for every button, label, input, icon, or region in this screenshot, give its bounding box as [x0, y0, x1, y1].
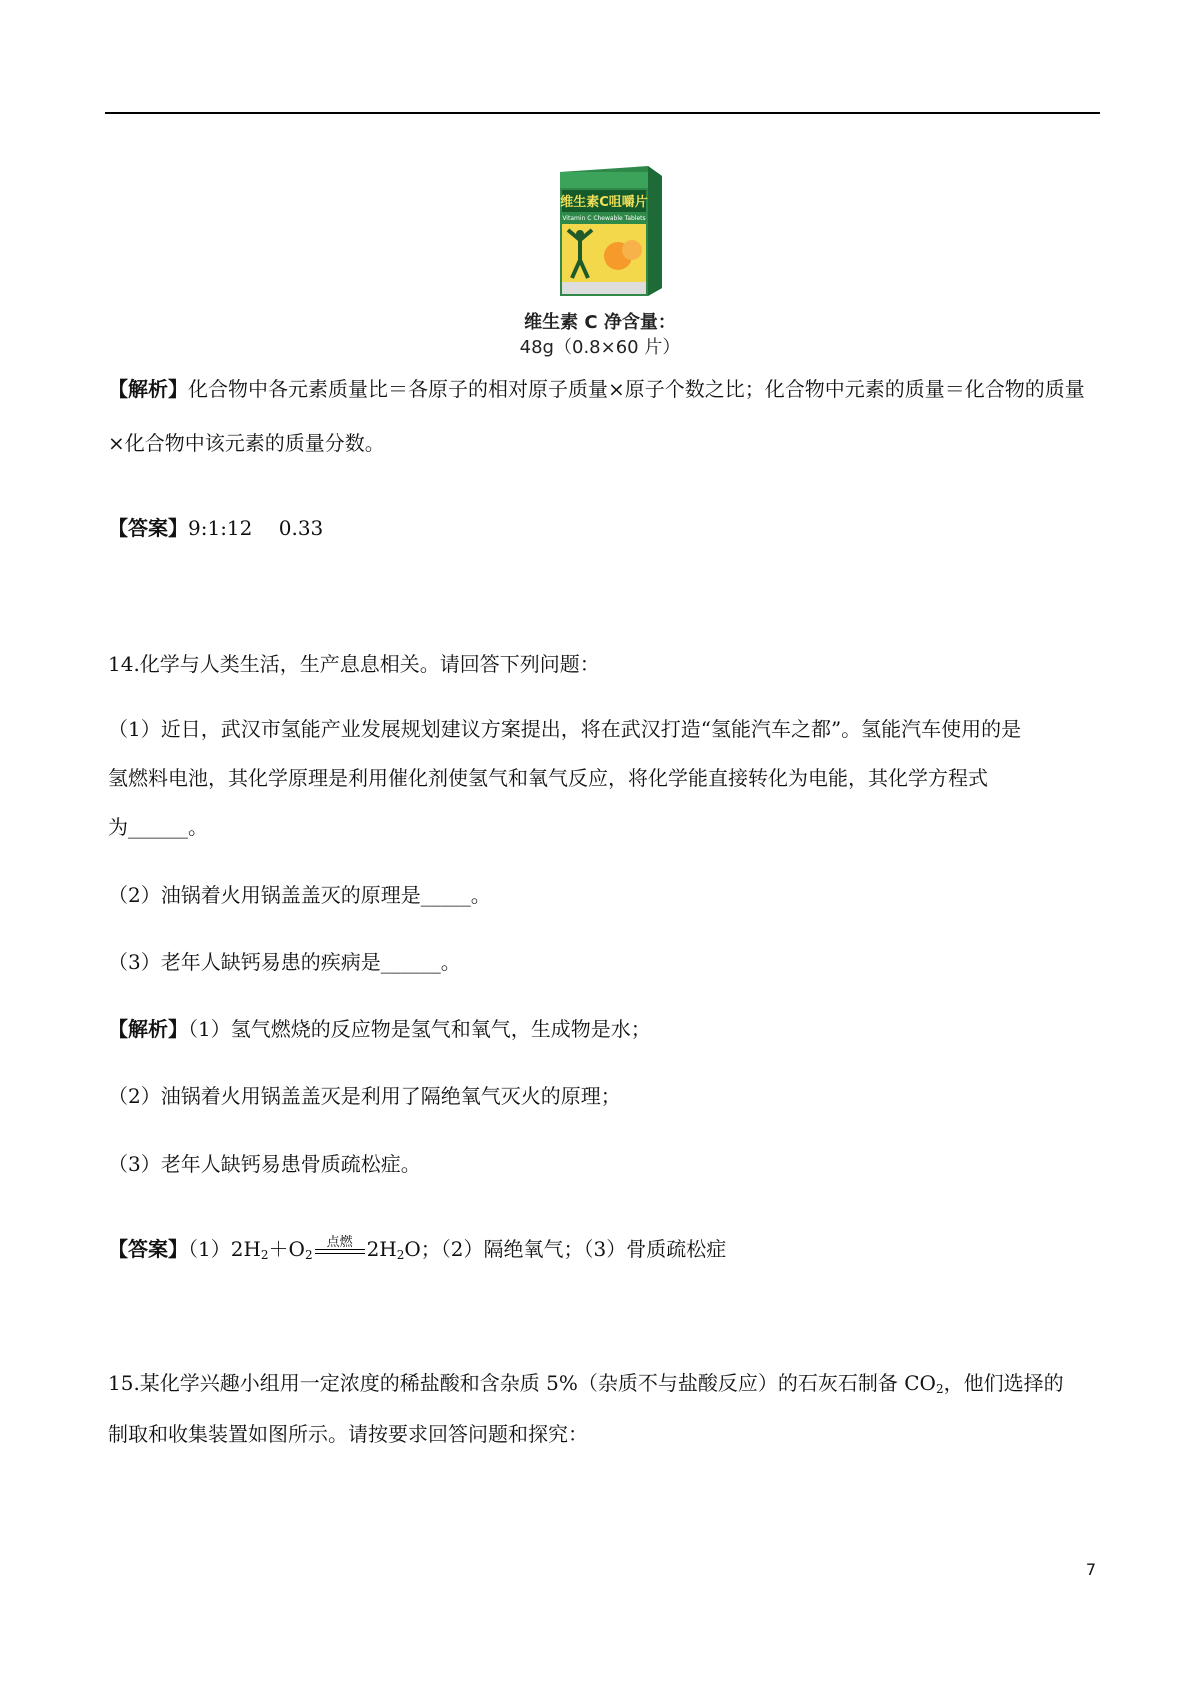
analysis-text: （1）氢气燃烧的反应物是氢气和氧气，生成物是水； — [188, 1017, 651, 1041]
q14-analysis-3: （3）老年人缺钙易患骨质疏松症。 — [108, 1152, 421, 1176]
q14-stem: 14.化学与人类生活，生产息息相关。请回答下列问题： — [108, 652, 600, 676]
figure-caption-line2: 48g（0.8×60 片） — [519, 337, 681, 358]
analysis-text: 化合物中各元素质量比＝各原子的相对原子质量×原子个数之比；化合物中元素的质量＝化合物的质量×化合物中该元素的质量分数。 — [108, 377, 1085, 455]
q15-line2: 制取和收集装置如图所示。请按要求回答问题和探究： — [108, 1422, 588, 1446]
q13-answer — [108, 512, 1100, 544]
q15-line1: 15.某化学兴趣小组用一定浓度的稀盐酸和含杂质 5%（杂质不与盐酸反应）的石灰石制备 $CO_2$，他们选择的 — [108, 1371, 1064, 1396]
q14-part1-line3: 为______。 — [108, 815, 208, 839]
answer-text: 9:1:12 0.33 — [188, 516, 324, 540]
svg-text:Vitamin C Chewable Tablets: Vitamin C Chewable Tablets — [562, 215, 646, 222]
q14-analysis-2: （2）油锅着火用锅盖盖灭是利用了隔绝氧气灭火的原理； — [108, 1084, 621, 1108]
answer-label: 【答案】 — [108, 516, 188, 540]
analysis-label: 【解析】 — [108, 1017, 188, 1041]
figure-caption-line1: 维生素 C 净含量： — [524, 312, 676, 333]
q14-part2: （2）油锅着火用锅盖盖灭的原理是_____。 — [108, 883, 491, 907]
q13-analysis — [108, 362, 1100, 470]
svg-text:维生素C咀嚼片: 维生素C咀嚼片 — [560, 195, 648, 210]
q14-answer: 【答案】$(1)2H_2+O_2$ 点燃 $2H_2O$；（2）隔绝氧气；（3）骨质疏松症 — [108, 1233, 1100, 1271]
q14-part1-line2: 氢燃料电池，其化学原理是利用催化剂使氢气和氧气反应，将化学能直接转化为电能，其化学方程式 — [108, 766, 988, 790]
q14-analysis-1 — [108, 1013, 1100, 1045]
q14-part3: （3）老年人缺钙易患的疾病是______。 — [108, 950, 461, 974]
page-number: 7 — [1085, 1560, 1096, 1579]
answer-label: 【答案】 — [108, 1237, 188, 1261]
analysis-label: 【解析】 — [108, 377, 188, 401]
q14-part1-line1: （1）近日，武汉市氢能产业发展规划建议方案提出，将在武汉打造“氢能汽车之都”。氢能汽车使用的是 — [108, 717, 1022, 741]
header-rule — [105, 112, 1100, 114]
reaction-arrow: 点燃 — [313, 1237, 367, 1265]
vitamin-c-box-image — [540, 160, 680, 300]
